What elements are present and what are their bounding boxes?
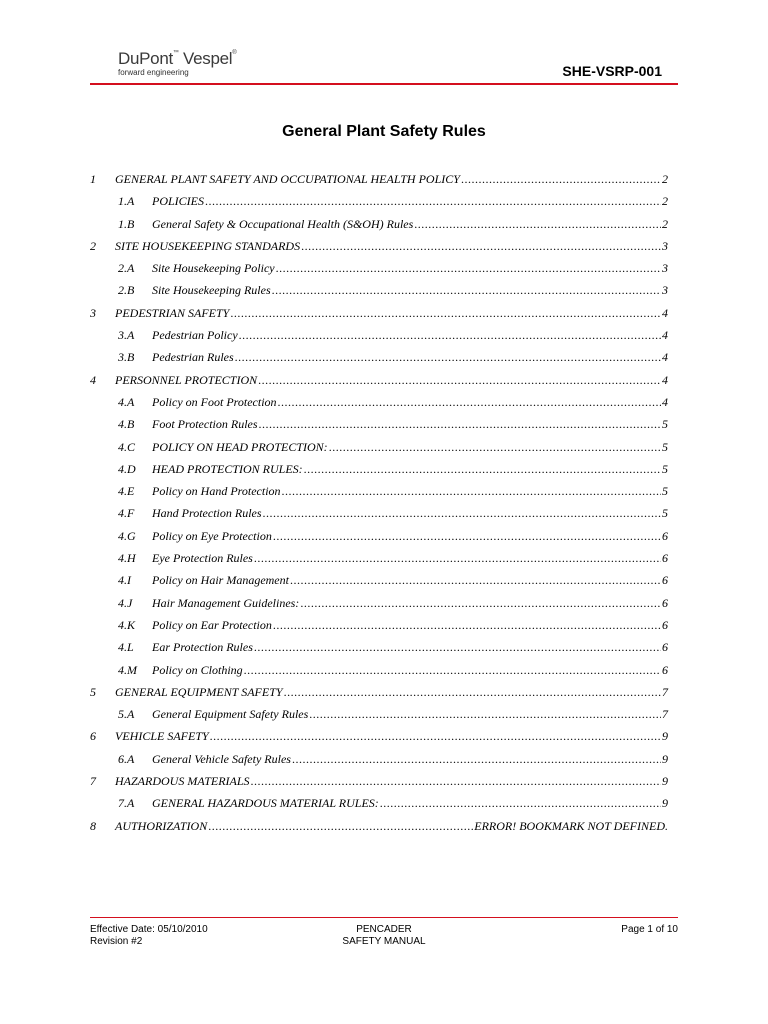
toc-entry-title: VEHICLE SAFETY (115, 725, 209, 747)
toc-entry[interactable] (90, 636, 668, 658)
toc-entry-page: 7 (662, 707, 668, 722)
toc-entry[interactable] (90, 324, 668, 346)
toc-entry[interactable] (90, 614, 668, 636)
toc-dot-leader (282, 480, 661, 502)
effective-date: Effective Date: 05/10/2010 (90, 924, 208, 935)
toc-entry-page: 7 (662, 684, 668, 699)
toc-dot-leader (284, 681, 661, 703)
toc-entry-body (152, 547, 668, 569)
header-divider (90, 83, 678, 85)
toc-entry-body (152, 659, 668, 681)
toc-entry-page: 6 (662, 640, 668, 655)
toc-entry[interactable] (90, 190, 668, 212)
toc-dot-leader (300, 592, 661, 614)
toc-entry-number: 4.E (118, 484, 135, 499)
toc-entry[interactable] (90, 792, 668, 814)
toc-entry-body (152, 636, 668, 658)
toc-entry-page: 6 (662, 617, 668, 632)
toc-entry-body (152, 413, 668, 435)
toc-entry-title: Policy on Clothing (152, 659, 243, 681)
toc-entry[interactable] (90, 748, 668, 770)
toc-entry-title: Hair Management Guidelines: (152, 592, 299, 614)
toc-entry-body (152, 592, 668, 614)
logo-wordmark (118, 50, 236, 67)
table-of-contents (90, 168, 668, 837)
toc-entry[interactable] (90, 525, 668, 547)
toc-entry-body (115, 369, 668, 391)
toc-dot-leader (254, 547, 661, 569)
toc-entry-number: 5 (90, 684, 96, 699)
toc-dot-leader (208, 815, 473, 837)
toc-entry-page: 6 (662, 662, 668, 677)
toc-entry[interactable] (90, 213, 668, 235)
toc-entry-title: General Safety & Occupational Health (S&OH) Rules (152, 213, 413, 235)
toc-entry-number: 4.K (118, 617, 136, 632)
toc-entry-body (152, 436, 668, 458)
toc-entry-body (152, 614, 668, 636)
toc-entry-title: Policy on Hand Protection (152, 480, 281, 502)
toc-entry-body (152, 190, 668, 212)
toc-entry-title: Policy on Ear Protection (152, 614, 272, 636)
toc-entry[interactable] (90, 815, 668, 837)
toc-entry[interactable] (90, 391, 668, 413)
toc-entry-page: 9 (662, 796, 668, 811)
site-name: PENCADER (356, 924, 412, 935)
toc-dot-leader (292, 748, 661, 770)
toc-entry-title: Foot Protection Rules (152, 413, 258, 435)
toc-dot-leader (272, 279, 661, 301)
toc-entry[interactable] (90, 480, 668, 502)
toc-dot-leader (273, 525, 661, 547)
toc-dot-leader (259, 413, 661, 435)
toc-dot-leader (301, 235, 661, 257)
toc-dot-leader (205, 190, 661, 212)
toc-entry-title: SITE HOUSEKEEPING STANDARDS (115, 235, 300, 257)
logo-tagline: forward engineering (118, 68, 189, 77)
toc-entry-page: 9 (662, 729, 668, 744)
toc-entry-page: 4 (662, 372, 668, 387)
toc-dot-leader (329, 436, 661, 458)
toc-entry-title: Pedestrian Rules (152, 346, 234, 368)
toc-entry-body (152, 324, 668, 346)
toc-dot-leader (290, 569, 661, 591)
toc-entry-title: PEDESTRIAN SAFETY (115, 302, 229, 324)
toc-entry[interactable] (90, 703, 668, 725)
toc-entry-body (115, 770, 668, 792)
toc-entry-page: 4 (662, 394, 668, 409)
toc-entry[interactable] (90, 369, 668, 391)
toc-entry-number: 4.J (118, 595, 133, 610)
toc-entry-page: 5 (662, 506, 668, 521)
toc-entry-number: 4.H (118, 551, 136, 566)
toc-dot-leader (263, 502, 661, 524)
toc-entry-page: 5 (662, 417, 668, 432)
toc-entry-number: 2 (90, 238, 96, 253)
toc-entry[interactable] (90, 502, 668, 524)
toc-entry-page: 6 (662, 573, 668, 588)
toc-entry-title: PERSONNEL PROTECTION (115, 369, 257, 391)
toc-dot-leader (235, 346, 661, 368)
toc-entry-title: POLICY ON HEAD PROTECTION: (152, 436, 328, 458)
toc-entry-number: 4 (90, 372, 96, 387)
toc-entry[interactable] (90, 302, 668, 324)
toc-entry-title: Hand Protection Rules (152, 502, 262, 524)
toc-entry-number: 2.B (118, 283, 135, 298)
toc-entry-number: 6.A (118, 751, 135, 766)
toc-entry-body (115, 168, 668, 190)
toc-entry-number: 4.A (118, 394, 135, 409)
toc-entry-page: 6 (662, 551, 668, 566)
toc-entry-body (115, 681, 668, 703)
toc-dot-leader (278, 391, 661, 413)
toc-entry-title: Site Housekeeping Rules (152, 279, 271, 301)
toc-entry[interactable] (90, 725, 668, 747)
toc-entry-title: GENERAL PLANT SAFETY AND OCCUPATIONAL HEALTH POLICY (115, 168, 460, 190)
toc-entry-body (115, 302, 668, 324)
toc-entry-page: 3 (662, 261, 668, 276)
toc-entry-number: 5.A (118, 707, 135, 722)
logo-brand: DuPont (118, 49, 173, 68)
toc-entry-body (152, 703, 668, 725)
toc-dot-leader (304, 458, 661, 480)
footer-divider (90, 917, 678, 918)
toc-entry[interactable] (90, 547, 668, 569)
toc-entry-title: GENERAL EQUIPMENT SAFETY (115, 681, 283, 703)
toc-entry-body (152, 346, 668, 368)
toc-dot-leader (254, 636, 661, 658)
toc-entry-body (152, 569, 668, 591)
toc-entry-body (152, 525, 668, 547)
logo-trademark: ™ (172, 50, 179, 56)
toc-dot-leader (461, 168, 661, 190)
toc-entry-number: 4.G (118, 528, 136, 543)
toc-entry-title: Eye Protection Rules (152, 547, 253, 569)
toc-entry-number: 7.A (118, 796, 135, 811)
toc-entry-body (152, 257, 668, 279)
toc-entry-page: 3 (662, 283, 668, 298)
toc-entry-number: 3 (90, 305, 96, 320)
toc-entry[interactable] (90, 168, 668, 190)
toc-entry-page: 2 (662, 216, 668, 231)
toc-entry-title: General Vehicle Safety Rules (152, 748, 291, 770)
toc-entry[interactable] (90, 770, 668, 792)
toc-dot-leader (258, 369, 661, 391)
toc-entry-page: 2 (662, 194, 668, 209)
toc-entry-page: 5 (662, 439, 668, 454)
toc-entry-title: AUTHORIZATION (115, 815, 207, 837)
toc-entry-body (152, 458, 668, 480)
toc-entry-body (115, 725, 668, 747)
toc-entry-page: 6 (662, 595, 668, 610)
toc-entry-number: 7 (90, 774, 96, 789)
toc-entry-title: Policy on Foot Protection (152, 391, 277, 413)
toc-entry-page: 5 (662, 461, 668, 476)
toc-entry-number: 2.A (118, 261, 135, 276)
logo-product: Vespel (178, 49, 233, 68)
toc-entry[interactable] (90, 592, 668, 614)
toc-dot-leader (210, 725, 661, 747)
toc-entry-title: General Equipment Safety Rules (152, 703, 308, 725)
toc-entry-number: 1.A (118, 194, 135, 209)
toc-dot-leader (273, 614, 661, 636)
toc-entry-body (152, 748, 668, 770)
toc-entry[interactable] (90, 413, 668, 435)
toc-dot-leader (309, 703, 661, 725)
toc-entry-title: Pedestrian Policy (152, 324, 238, 346)
toc-entry-number: 4.C (118, 439, 136, 454)
toc-entry-page: 9 (662, 751, 668, 766)
toc-entry-number: 4.B (118, 417, 135, 432)
toc-entry-page: 4 (662, 305, 668, 320)
document-id: SHE-VSRP-001 (562, 63, 662, 79)
toc-entry[interactable] (90, 346, 668, 368)
toc-entry[interactable] (90, 436, 668, 458)
toc-entry-number: 1 (90, 172, 96, 186)
toc-entry-page: 3 (662, 238, 668, 253)
toc-entry-number: 4.F (118, 506, 135, 521)
toc-entry-title: HEAD PROTECTION RULES: (152, 458, 303, 480)
toc-entry-body (152, 279, 668, 301)
toc-entry-number: 3.B (118, 350, 135, 365)
toc-dot-leader (276, 257, 661, 279)
toc-entry-number: 4.L (118, 640, 134, 655)
footer-right (621, 924, 678, 936)
toc-entry-body (152, 213, 668, 235)
toc-entry-title: Ear Protection Rules (152, 636, 253, 658)
toc-entry-number: 4.I (118, 573, 131, 588)
toc-dot-leader (251, 770, 661, 792)
toc-entry-title: POLICIES (152, 190, 204, 212)
toc-entry-number: 3.A (118, 328, 135, 343)
toc-entry-title: Site Housekeeping Policy (152, 257, 275, 279)
toc-entry-page: 2 (662, 172, 668, 186)
toc-entry-body (115, 815, 668, 837)
toc-entry[interactable] (90, 235, 668, 257)
toc-entry-body (115, 235, 668, 257)
toc-entry-body (152, 480, 668, 502)
toc-entry[interactable] (90, 257, 668, 279)
toc-entry-page: 6 (662, 528, 668, 543)
toc-entry-body (152, 502, 668, 524)
toc-entry-number: 6 (90, 729, 96, 744)
toc-dot-leader (414, 213, 661, 235)
toc-dot-leader (244, 659, 661, 681)
manual-name: SAFETY MANUAL (342, 936, 426, 947)
toc-entry-title: GENERAL HAZARDOUS MATERIAL RULES: (152, 792, 379, 814)
page-title: General Plant Safety Rules (282, 123, 486, 140)
toc-entry-page: 4 (662, 350, 668, 365)
toc-entry-body (152, 391, 668, 413)
logo-registered: ® (232, 50, 237, 56)
toc-entry-title: Policy on Eye Protection (152, 525, 272, 547)
toc-entry-number: 4.M (118, 662, 137, 677)
toc-entry-page: 4 (662, 328, 668, 343)
company-logo (118, 50, 236, 78)
toc-entry[interactable] (90, 458, 668, 480)
toc-entry-title: HAZARDOUS MATERIALS (115, 770, 250, 792)
toc-dot-leader (239, 324, 661, 346)
toc-entry-number: 1.B (118, 216, 135, 231)
toc-entry-page: 9 (662, 774, 668, 789)
toc-dot-leader (230, 302, 661, 324)
toc-entry-title: Policy on Hair Management (152, 569, 289, 591)
toc-entry[interactable] (90, 569, 668, 591)
revision: Revision #2 (90, 936, 143, 947)
toc-entry-body (152, 792, 668, 814)
page-number: Page 1 of 10 (621, 924, 678, 935)
toc-entry-page: ERROR! BOOKMARK NOT DEFINED. (474, 818, 668, 833)
toc-entry-number: 8 (90, 818, 96, 833)
toc-entry-page: 5 (662, 484, 668, 499)
toc-dot-leader (380, 792, 661, 814)
toc-entry[interactable] (90, 681, 668, 703)
toc-entry[interactable] (90, 279, 668, 301)
toc-entry-number: 4.D (118, 461, 136, 476)
toc-entry[interactable] (90, 659, 668, 681)
